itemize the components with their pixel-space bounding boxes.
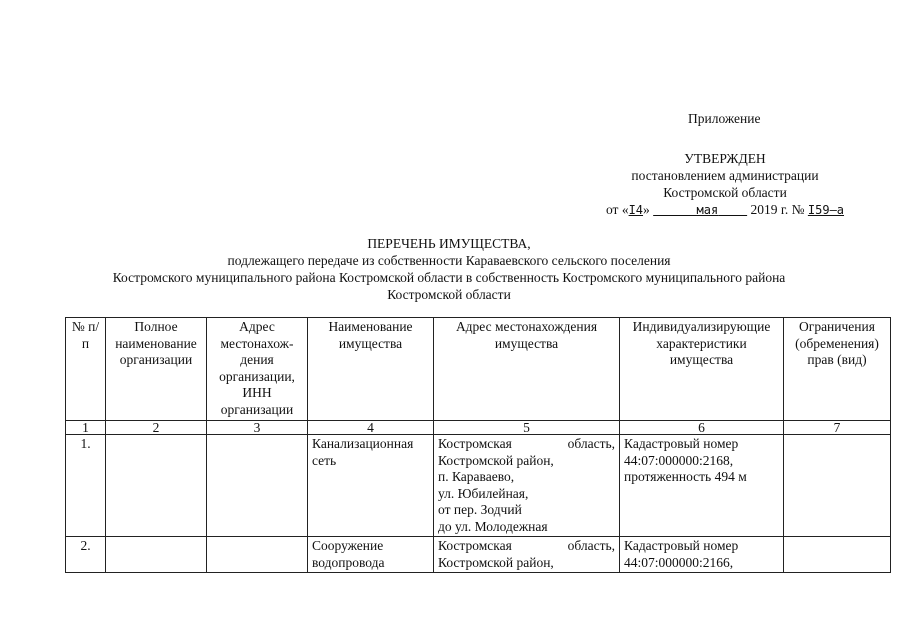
column-number-row [66,421,891,435]
header-characteristics: Индивидуализирующие характеристики имущества [620,318,784,421]
table-header-row [66,318,891,421]
row-characteristics: Кадастровый номер 44:07:000000:2166, [620,537,784,573]
title-sub-3: Костромской области [387,287,511,302]
header-property-address: Адрес местонахождения имущества [434,318,620,421]
row-org-name [106,435,207,537]
row-org-address [207,435,308,537]
row-org-name [106,537,207,573]
column-number: 6 [620,421,784,435]
table-row [66,435,891,537]
approval-line-1: постановлением администрации [631,168,819,183]
title-sub-1: подлежащего передаче из собственности Караваевского сельского поселения [227,253,671,268]
property-table [65,317,891,573]
row-limitations [784,537,891,573]
table-row [66,537,891,573]
title-main: ПЕРЕЧЕНЬ ИМУЩЕСТВА, [367,236,531,251]
header-org-name: Полное наименование организации [106,318,207,421]
approved-label: УТВЕРЖДЕН [684,151,766,166]
column-number: 4 [308,421,434,435]
column-number: 7 [784,421,891,435]
date-month: мая [696,203,719,217]
date-day: I4 [628,203,644,217]
header-property-name: Наименование имущества [308,318,434,421]
column-number: 1 [66,421,106,435]
header-org-address: Адрес местонахож-дения организации, ИНН организации [207,318,308,421]
header-limitations: Ограничения (обременения) прав (вид) [784,318,891,421]
row-property-address: Костромская область, Костромской район, п. Караваево, ул. Юбилейная, от пер. Зодчий до ул. Молодежная [434,435,620,537]
row-number: 1. [66,435,106,537]
row-limitations [784,435,891,537]
approval-line-2: Костромской области [663,185,787,200]
document-title [0,235,898,303]
column-number: 3 [207,421,308,435]
row-characteristics: Кадастровый номер 44:07:000000:2168, протяженность 494 м [620,435,784,537]
row-property-name: Сооружение водопровода [308,537,434,573]
approval-block [560,150,890,219]
column-number: 2 [106,421,207,435]
row-property-address: Костромская область, Костромской район, [434,537,620,573]
column-number: 5 [434,421,620,435]
approval-date-line: от «I4» мая 2019 г. № I59–а [605,202,845,217]
header-number: № п/п [66,318,106,421]
row-number: 2. [66,537,106,573]
title-sub-2: Костромского муниципального района Костромской области в собственность Костромского муниципального района [112,270,786,285]
date-year: 2019 г. № [750,202,805,217]
row-property-name: Канализационная сеть [308,435,434,537]
row-org-address [207,537,308,573]
decree-number: I59–а [807,203,845,217]
appendix-label: Приложение [688,111,761,126]
